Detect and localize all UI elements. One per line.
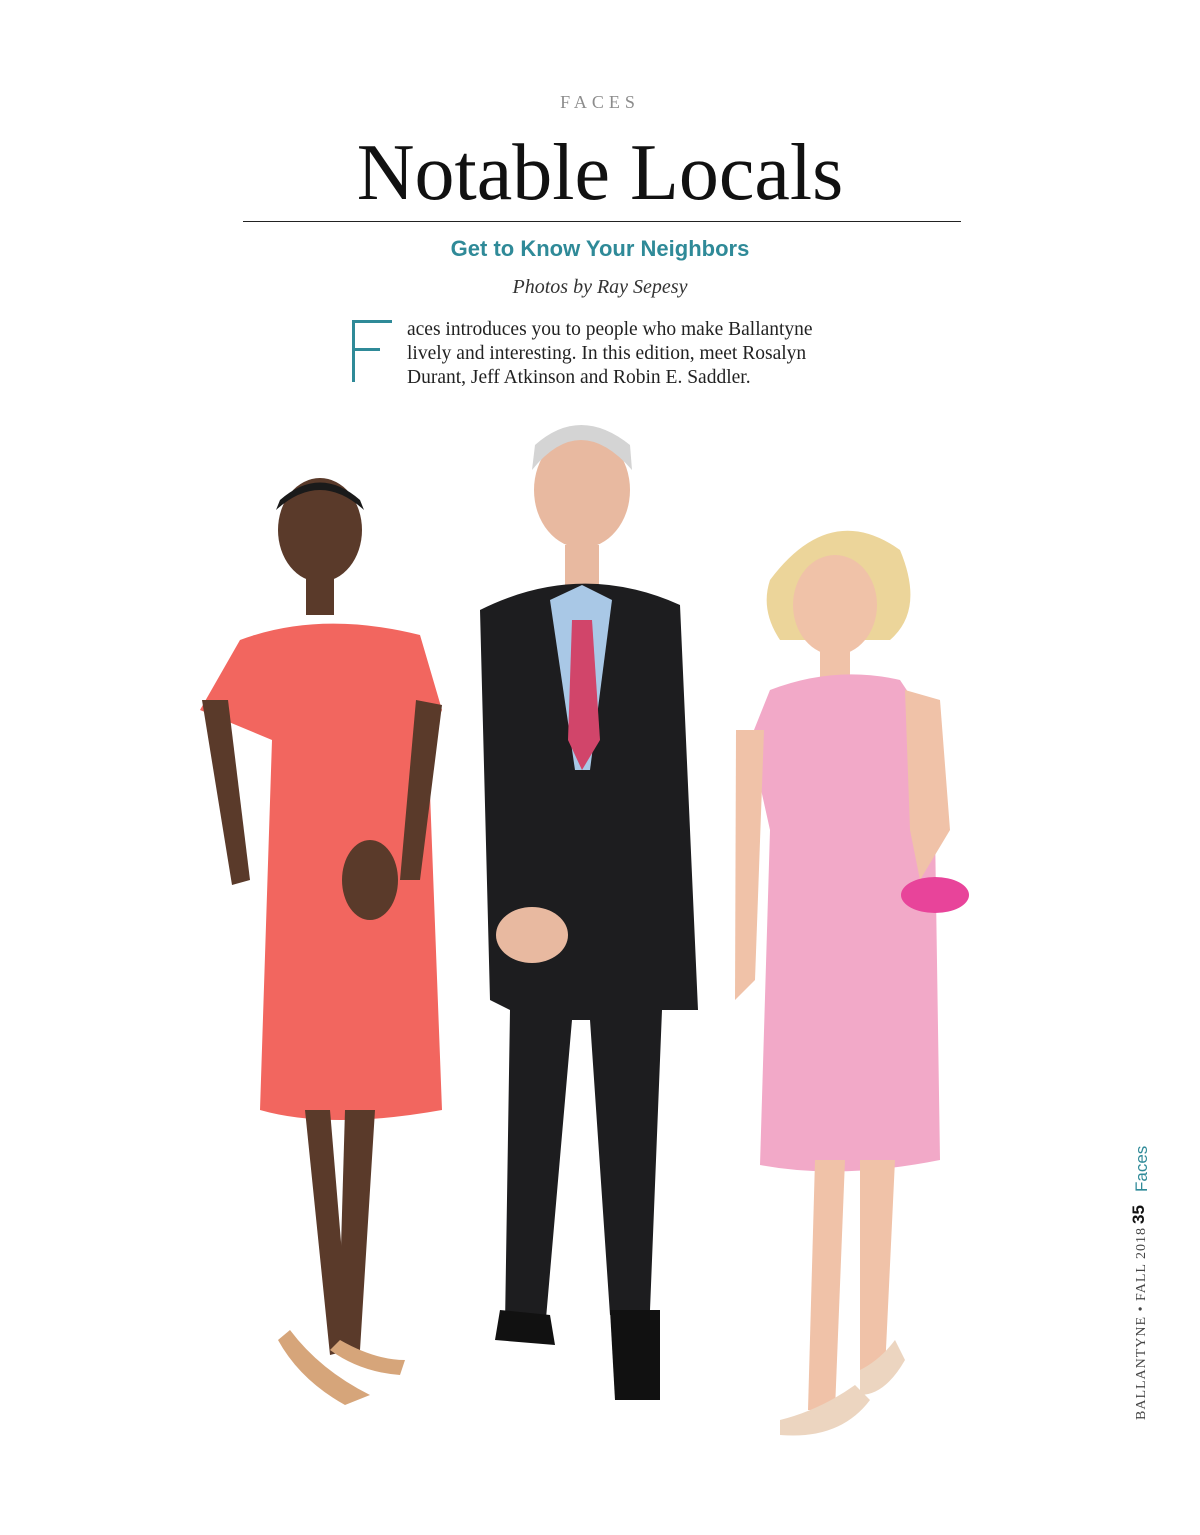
group-photo — [180, 410, 1030, 1535]
title-rule — [243, 221, 961, 222]
intro-paragraph — [346, 318, 846, 390]
issue-label: BALLANTYNE • FALL 2018 — [1134, 1227, 1149, 1420]
section-kicker: FACES — [560, 92, 640, 112]
intro-text: aces introduces you to people who make Ballantyne lively and interesting. In this edition, meet Rosalyn Durant, Jeff Atkinson and Robin E. Saddler. — [407, 319, 813, 388]
vertical-section-label: Faces — [1132, 1145, 1151, 1192]
person-right — [735, 531, 969, 1436]
page-subtitle: Get to Know Your Neighbors — [450, 236, 750, 261]
page-number: 35 — [1129, 1205, 1148, 1224]
person-middle — [480, 425, 698, 1400]
page-title: Notable Locals — [356, 129, 844, 217]
person-left — [200, 478, 442, 1405]
dropcap-letter — [346, 318, 396, 386]
photo-credit: Photos by Ray Sepesy — [512, 276, 688, 298]
